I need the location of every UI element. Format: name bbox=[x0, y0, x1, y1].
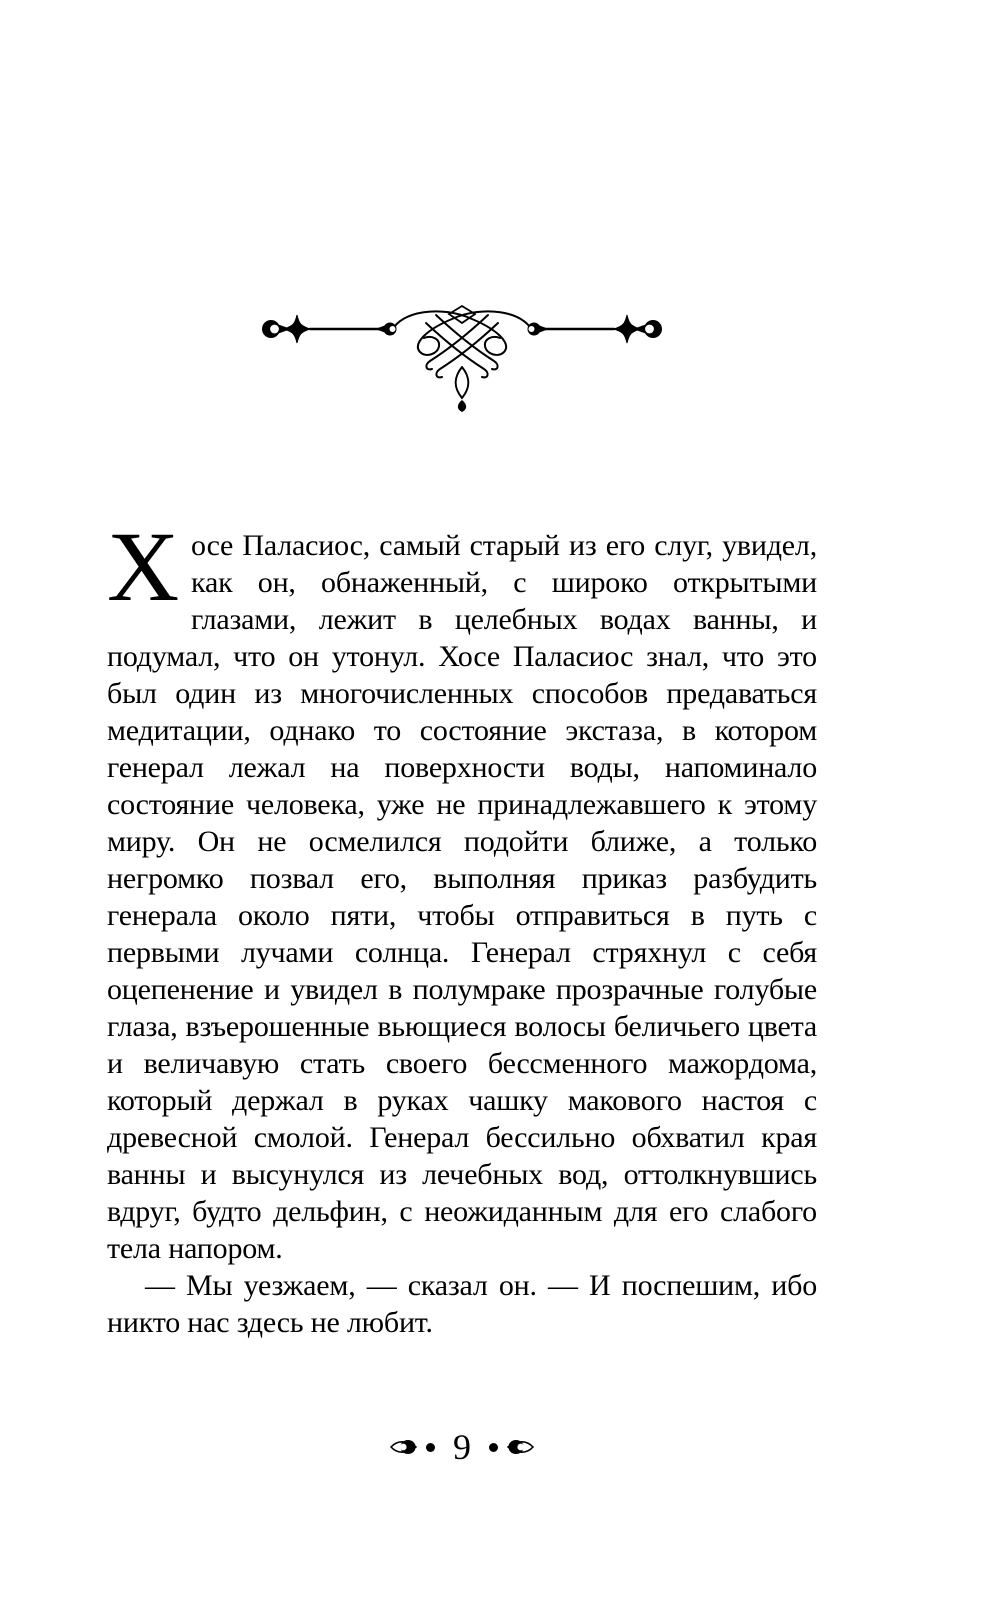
footer-leaf-left-icon bbox=[390, 1438, 417, 1456]
footer-dot-icon bbox=[426, 1443, 435, 1452]
paragraph-dialogue: — Мы уезжаем, — сказал он. — И поспешим, ибо никто нас здесь не любит. bbox=[107, 1269, 817, 1339]
footer-dot-icon bbox=[489, 1443, 498, 1452]
footer-leaf-right-icon bbox=[507, 1438, 534, 1456]
drop-cap: Х bbox=[107, 511, 180, 622]
chapter-divider-ornament bbox=[258, 303, 666, 415]
page-number: 9 bbox=[453, 1427, 471, 1467]
paragraph-opening-text: осе Паласиос, самый старый из его слуг, увидел, как он, обнаженный, с широко открытыми глазами, лежит в целебных водах ванны, и подумал, что он утонул. Хосе Паласиос знал, что это был один из многочисленных способов предаваться медитации, однако то состояние экстаза, в котором генерал лежал на поверхности воды, напоминало состояние человека, уже не принадлежавшего к этому миру. Он не осмелился подойти ближе, а только негромко позвал его, выполняя приказ разбудить генерала около пяти, чтобы отправиться в путь с первыми лучами солнца. Генерал стряхнул с себя оцепенение и увидел в полумраке прозрачные голубые глаза, взъерошенные вьющиеся волосы беличьего цвета и величавую стать своего бессменного мажордома, который держал в руках чашку макового настоя с древесной смолой. Генерал бессильно обхватил края ванны и высунулся из лечебных вод, оттолкнувшись вдруг, будто дельфин, с неожиданным для его слабого тела напором. bbox=[107, 529, 817, 1265]
flourish-divider-icon bbox=[258, 303, 666, 415]
page-footer bbox=[107, 1425, 817, 1469]
paragraph-opening bbox=[107, 511, 817, 1267]
text-column bbox=[107, 511, 817, 1341]
